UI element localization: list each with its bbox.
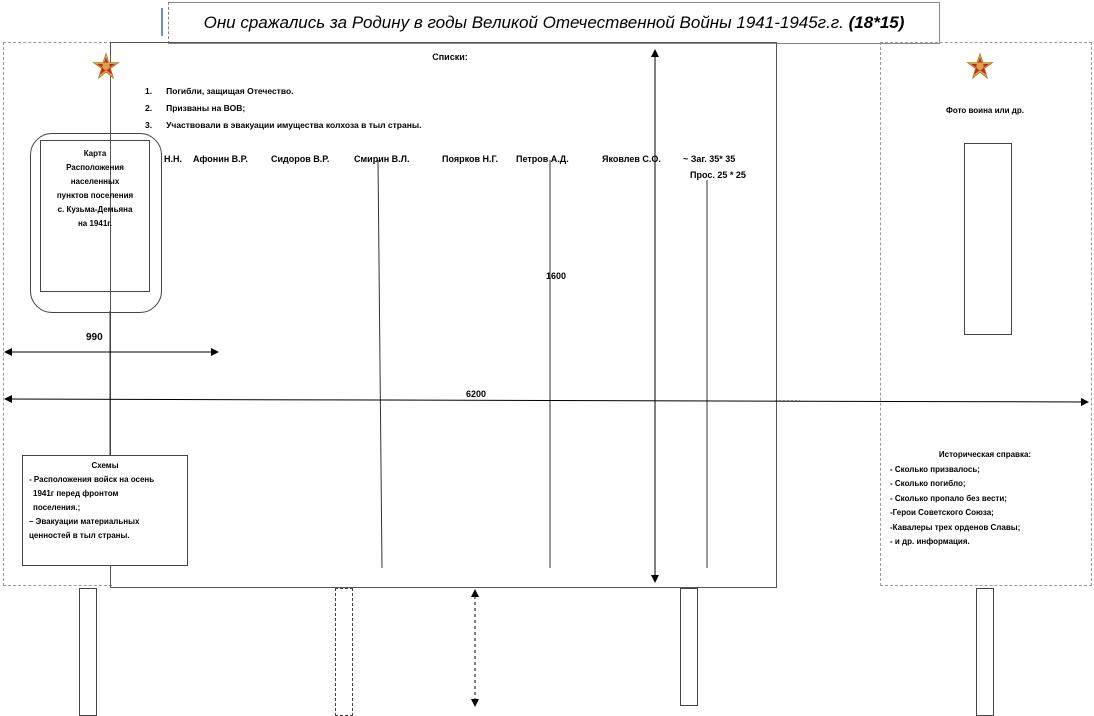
height-label: 1600 bbox=[546, 271, 567, 281]
dimension-text: Прос. 25 * 25 bbox=[690, 170, 746, 180]
soldier-name: Петров А.Д. bbox=[516, 154, 569, 164]
support-post bbox=[79, 588, 97, 716]
support-post bbox=[335, 588, 353, 716]
photo-label: Фото воина или др. bbox=[946, 106, 1024, 115]
page-title: Они сражались за Родину в годы Великой Отечественной Войны 1941-1945г.г. (18*15) bbox=[203, 13, 905, 32]
history-info: Историческая справка: - Сколько призвалось; - Сколько погибло; - Сколько пропало без вести; -Герои Советского Союза; -Кавалеры трех орденов Славы; - и др. информация. bbox=[890, 448, 1080, 550]
total-width-label: 6200 bbox=[466, 389, 487, 399]
soldier-name: Яковлев С.О. bbox=[602, 154, 661, 164]
width-label: 990 bbox=[86, 332, 103, 343]
soldier-name: Сидоров В.Р. bbox=[271, 154, 330, 164]
schema-box: Схемы - Расположения войск на осень 1941г перед фронтом поселения.; – Эвакуации материальных ценностей в тыл страны. bbox=[22, 455, 188, 566]
support-post bbox=[976, 588, 994, 716]
lists-heading: Списки: bbox=[432, 52, 468, 62]
soldier-name: Поярков Н.Г. bbox=[442, 154, 498, 164]
soldier-name: Афонин В.Р. bbox=[193, 154, 248, 164]
list-item: 2. Призваны на ВОВ; bbox=[145, 103, 246, 113]
title-size: (18*15) bbox=[848, 13, 905, 32]
soldier-name: Смирин В.Л. bbox=[354, 154, 410, 164]
list-item: 3. Участвовали в эвакуации имущества колхоза в тыл страны. bbox=[145, 120, 422, 130]
list-item: 1. Погибли, защищая Отечество. bbox=[145, 86, 294, 96]
schema-title: Схемы bbox=[91, 461, 119, 470]
map-box: Карта Расположения населенных пунктов поселения с. Кузьма-Демьяна на 1941г. bbox=[40, 140, 150, 292]
soldier-name: Н.Н. bbox=[164, 154, 182, 164]
support-post bbox=[680, 588, 698, 706]
photo-placeholder bbox=[964, 143, 1012, 335]
dimension-head: ~ Заг. 35* 35 bbox=[683, 154, 736, 164]
history-title: Историческая справка: bbox=[938, 450, 1032, 459]
